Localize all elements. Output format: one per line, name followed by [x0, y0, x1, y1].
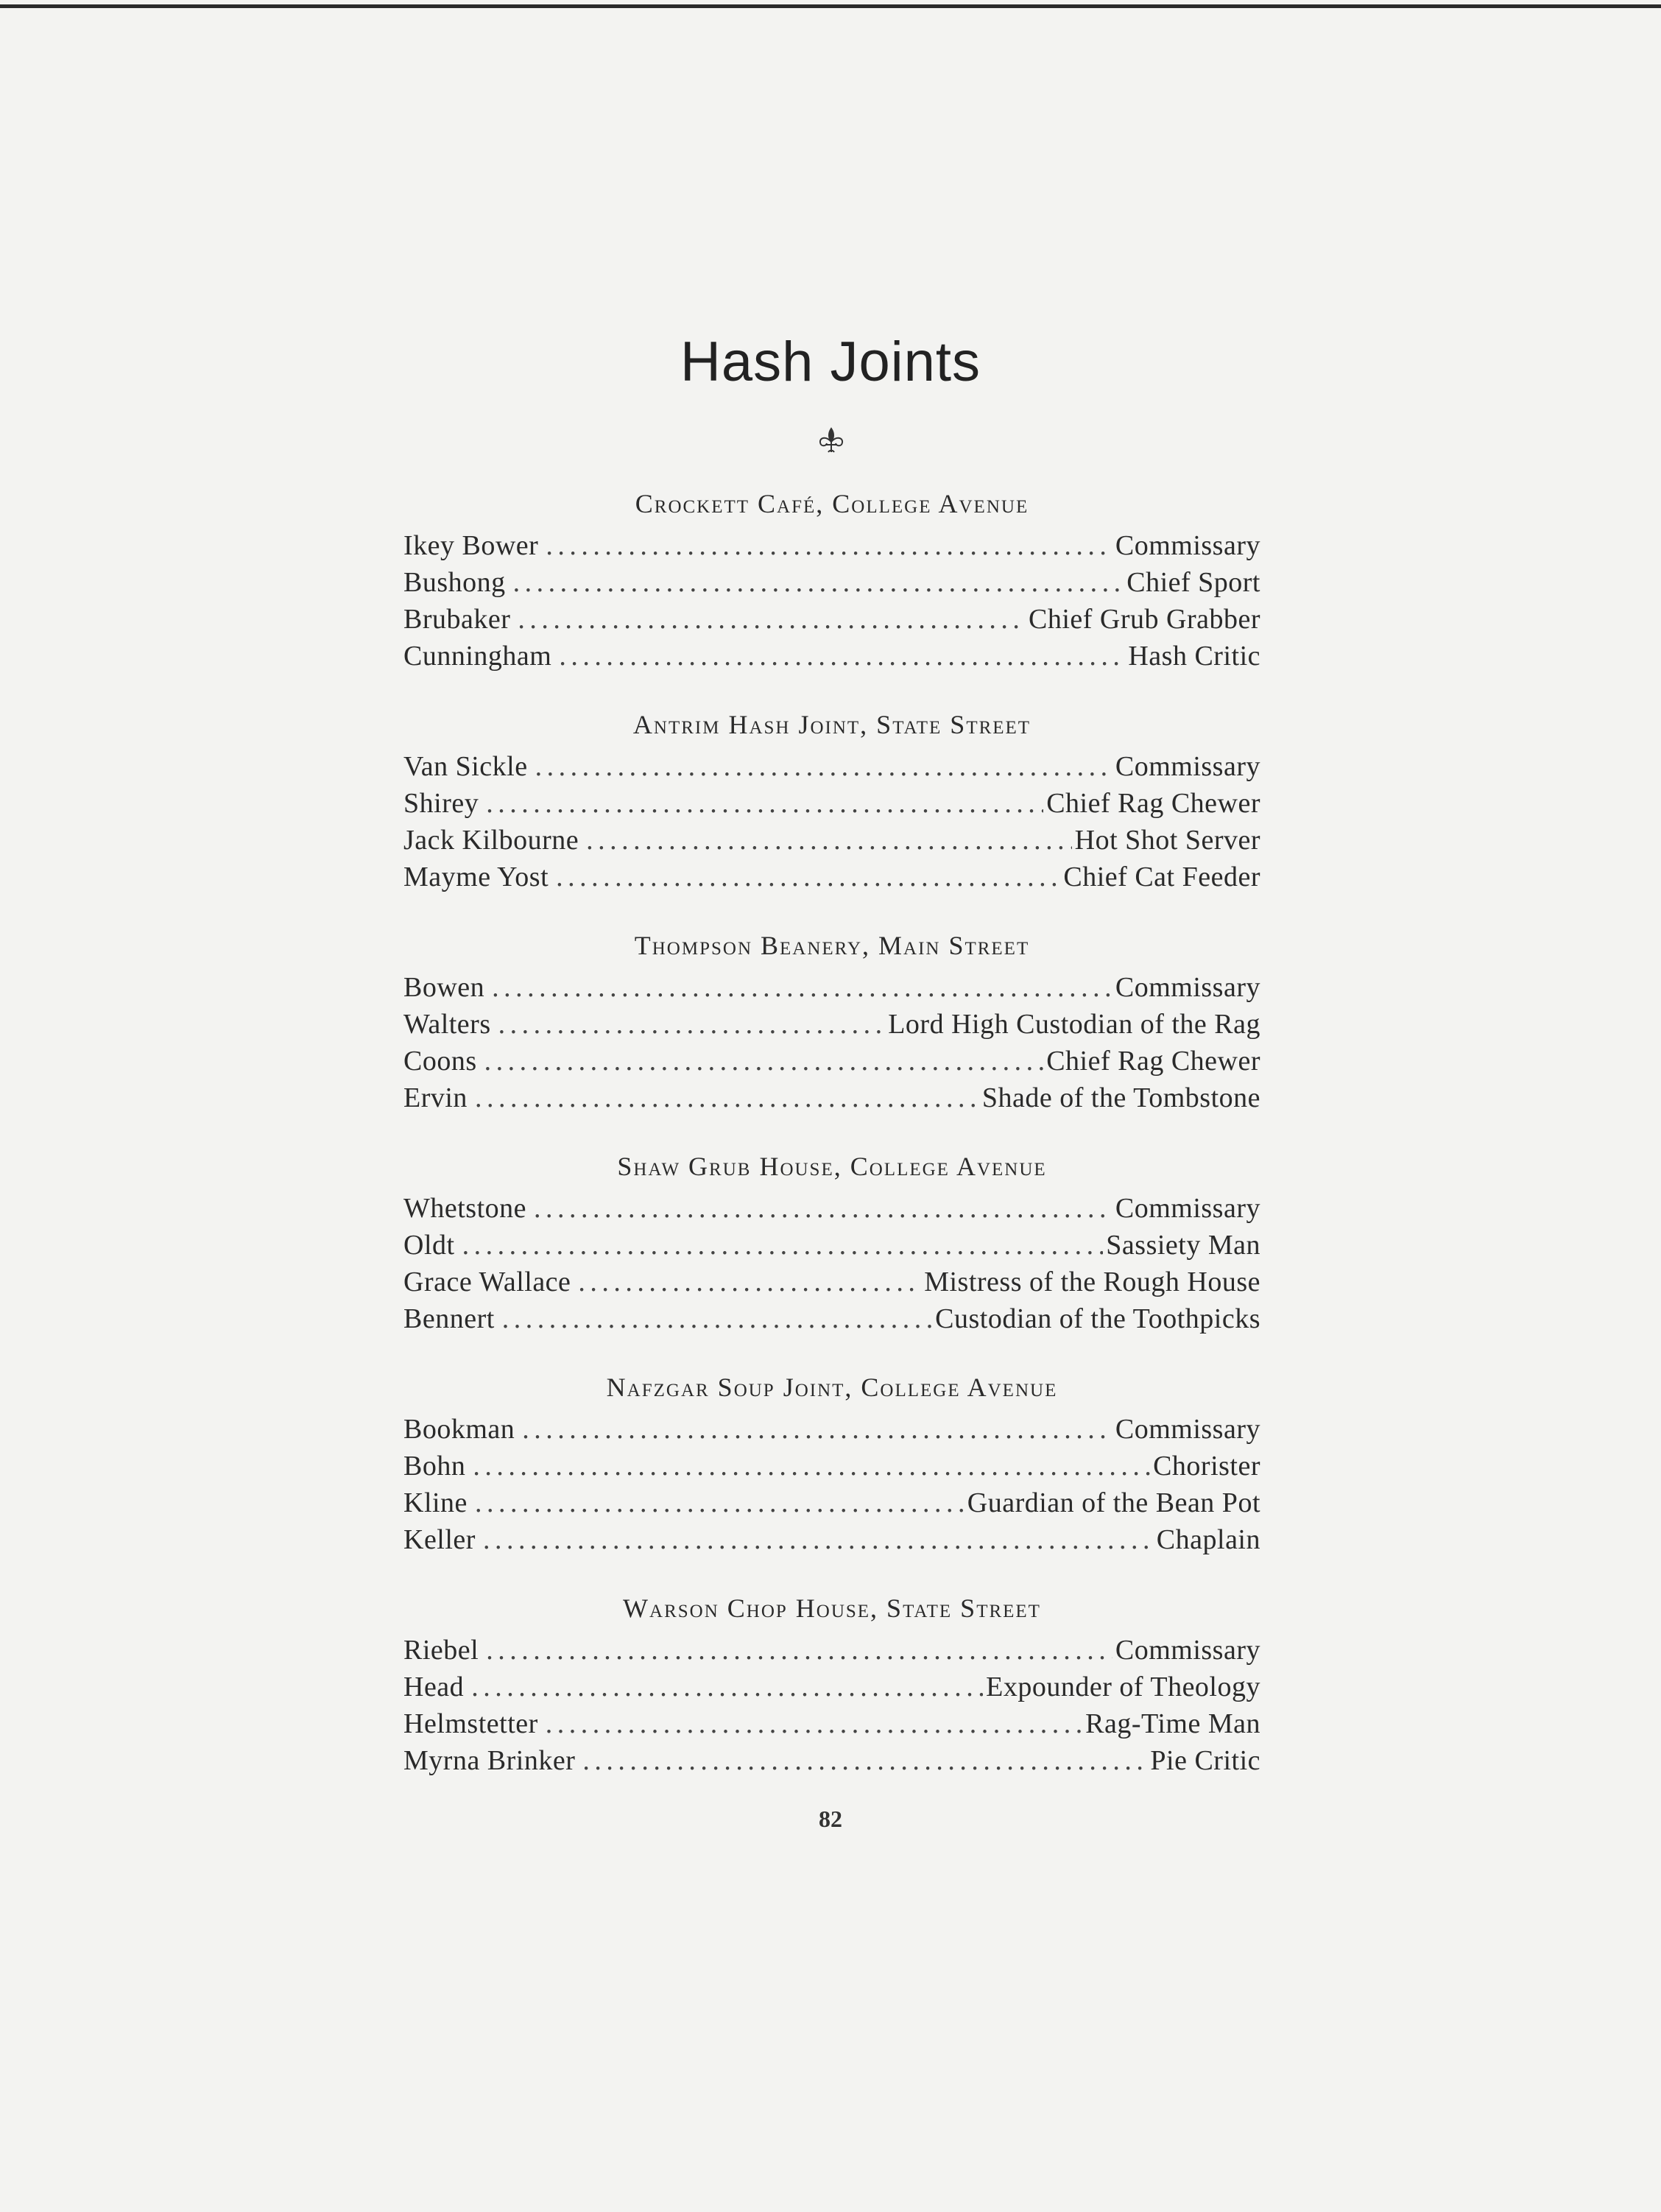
dot-leader	[546, 527, 1112, 564]
member-role: Chief Rag Chewer	[1046, 1046, 1260, 1077]
dot-leader	[578, 1264, 921, 1300]
member-role: Commissary	[1115, 1635, 1260, 1666]
section-heading: Antrim Hash Joint, State Street	[632, 710, 1031, 739]
member-name: Coons	[403, 1046, 477, 1077]
dot-leader	[522, 1411, 1112, 1448]
dot-leader	[582, 1742, 1147, 1779]
section-heading: Thompson Beanery, Main Street	[634, 931, 1030, 960]
dot-leader	[535, 748, 1112, 785]
dot-leader	[492, 969, 1112, 1006]
top-rule	[0, 4, 1661, 8]
list-item	[403, 1264, 1260, 1300]
list-item	[403, 1411, 1260, 1448]
dot-leader	[518, 601, 1026, 638]
list-item	[403, 638, 1260, 674]
list-item	[403, 748, 1260, 785]
list-item	[403, 1300, 1260, 1337]
dot-leader	[471, 1669, 983, 1705]
member-role: Mistress of the Rough House	[924, 1267, 1260, 1297]
list-item	[403, 1484, 1260, 1521]
section-thompson-beanery	[403, 928, 1260, 1116]
member-name: Van Sickle	[403, 751, 528, 782]
member-role: Sassiety Man	[1106, 1230, 1260, 1261]
member-name: Bennert	[403, 1303, 495, 1334]
list-item	[403, 1006, 1260, 1043]
section-crockett-cafe	[403, 486, 1260, 674]
member-name: Kline	[403, 1487, 468, 1518]
section-shaw-grub-house	[403, 1149, 1260, 1337]
list-item	[403, 564, 1260, 601]
dot-leader	[462, 1227, 1104, 1264]
dot-leader	[484, 1043, 1044, 1079]
dot-leader	[475, 1079, 979, 1116]
dot-leader	[473, 1448, 1150, 1484]
member-name: Helmstetter	[403, 1708, 538, 1739]
page-title: Hash Joints	[680, 331, 981, 393]
list-item	[403, 969, 1260, 1006]
member-role: Commissary	[1115, 751, 1260, 782]
member-role: Chaplain	[1156, 1524, 1260, 1555]
member-name: Oldt	[403, 1230, 455, 1261]
member-role: Hot Shot Server	[1074, 825, 1260, 856]
list-item	[403, 601, 1260, 638]
list-item	[403, 1705, 1260, 1742]
member-role: Expounder of Theology	[986, 1672, 1260, 1702]
member-role: Lord High Custodian of the Rag	[888, 1009, 1260, 1040]
list-item	[403, 1742, 1260, 1779]
section-heading: Crockett Café, College Avenue	[635, 489, 1029, 518]
fleur-de-lis-icon	[816, 426, 847, 455]
member-role: Chief Cat Feeder	[1063, 862, 1260, 892]
member-name: Bushong	[403, 567, 506, 598]
member-name: Whetstone	[403, 1193, 527, 1224]
list-item	[403, 1521, 1260, 1558]
section-warson-chop-house	[403, 1591, 1260, 1779]
member-role: Shade of the Tombstone	[981, 1082, 1260, 1113]
member-name: Grace Wallace	[403, 1267, 571, 1297]
list-item	[403, 822, 1260, 859]
member-role: Chief Grub Grabber	[1028, 604, 1260, 635]
dot-leader	[546, 1705, 1082, 1742]
member-role: Commissary	[1115, 530, 1260, 561]
member-role: Rag-Time Man	[1085, 1708, 1260, 1739]
page-number: 82	[819, 1806, 842, 1832]
member-name: Riebel	[403, 1635, 479, 1666]
list-item	[403, 1079, 1260, 1116]
list-item	[403, 527, 1260, 564]
list-item	[403, 1227, 1260, 1264]
member-name: Bookman	[403, 1414, 515, 1445]
dot-leader	[559, 638, 1125, 674]
list-item	[403, 1669, 1260, 1705]
dot-leader	[486, 785, 1043, 822]
list-item	[403, 1632, 1260, 1669]
section-heading: Nafzgar Soup Joint, College Avenue	[606, 1373, 1058, 1402]
member-role: Hash Critic	[1128, 641, 1260, 672]
listing	[403, 486, 1260, 1811]
member-role: Chorister	[1153, 1451, 1260, 1482]
member-name: Jack Kilbourne	[403, 825, 579, 856]
list-item	[403, 785, 1260, 822]
member-role: Commissary	[1115, 1193, 1260, 1224]
section-antrim-hash-joint	[403, 707, 1260, 895]
dot-leader	[486, 1632, 1112, 1669]
member-name: Myrna Brinker	[403, 1745, 576, 1776]
list-item	[403, 1448, 1260, 1484]
member-role: Custodian of the Toothpicks	[935, 1303, 1260, 1334]
member-name: Bohn	[403, 1451, 466, 1482]
member-name: Cunningham	[403, 641, 552, 672]
member-name: Ervin	[403, 1082, 468, 1113]
list-item	[403, 1190, 1260, 1227]
member-name: Mayme Yost	[403, 862, 549, 892]
member-role: Chief Sport	[1126, 567, 1260, 598]
member-name: Walters	[403, 1009, 491, 1040]
dot-leader	[498, 1006, 886, 1043]
member-name: Ikey Bower	[403, 530, 539, 561]
dot-leader	[475, 1484, 964, 1521]
dot-leader	[534, 1190, 1112, 1227]
member-name: Brubaker	[403, 604, 511, 635]
dot-leader	[556, 859, 1060, 895]
member-role: Guardian of the Bean Pot	[967, 1487, 1260, 1518]
member-role: Commissary	[1115, 1414, 1260, 1445]
member-name: Shirey	[403, 788, 479, 819]
member-name: Bowen	[403, 972, 485, 1003]
section-nafzgar-soup-joint	[403, 1370, 1260, 1558]
dot-leader	[483, 1521, 1154, 1558]
dot-leader	[502, 1300, 932, 1337]
dot-leader	[513, 564, 1124, 601]
list-item	[403, 859, 1260, 895]
member-role: Pie Critic	[1150, 1745, 1260, 1776]
member-name: Head	[403, 1672, 465, 1702]
member-role: Chief Rag Chewer	[1046, 788, 1260, 819]
section-heading: Shaw Grub House, College Avenue	[617, 1152, 1047, 1181]
dot-leader	[586, 822, 1072, 859]
section-heading: Warson Chop House, State Street	[623, 1593, 1041, 1623]
member-role: Commissary	[1115, 972, 1260, 1003]
member-name: Keller	[403, 1524, 476, 1555]
list-item	[403, 1043, 1260, 1079]
